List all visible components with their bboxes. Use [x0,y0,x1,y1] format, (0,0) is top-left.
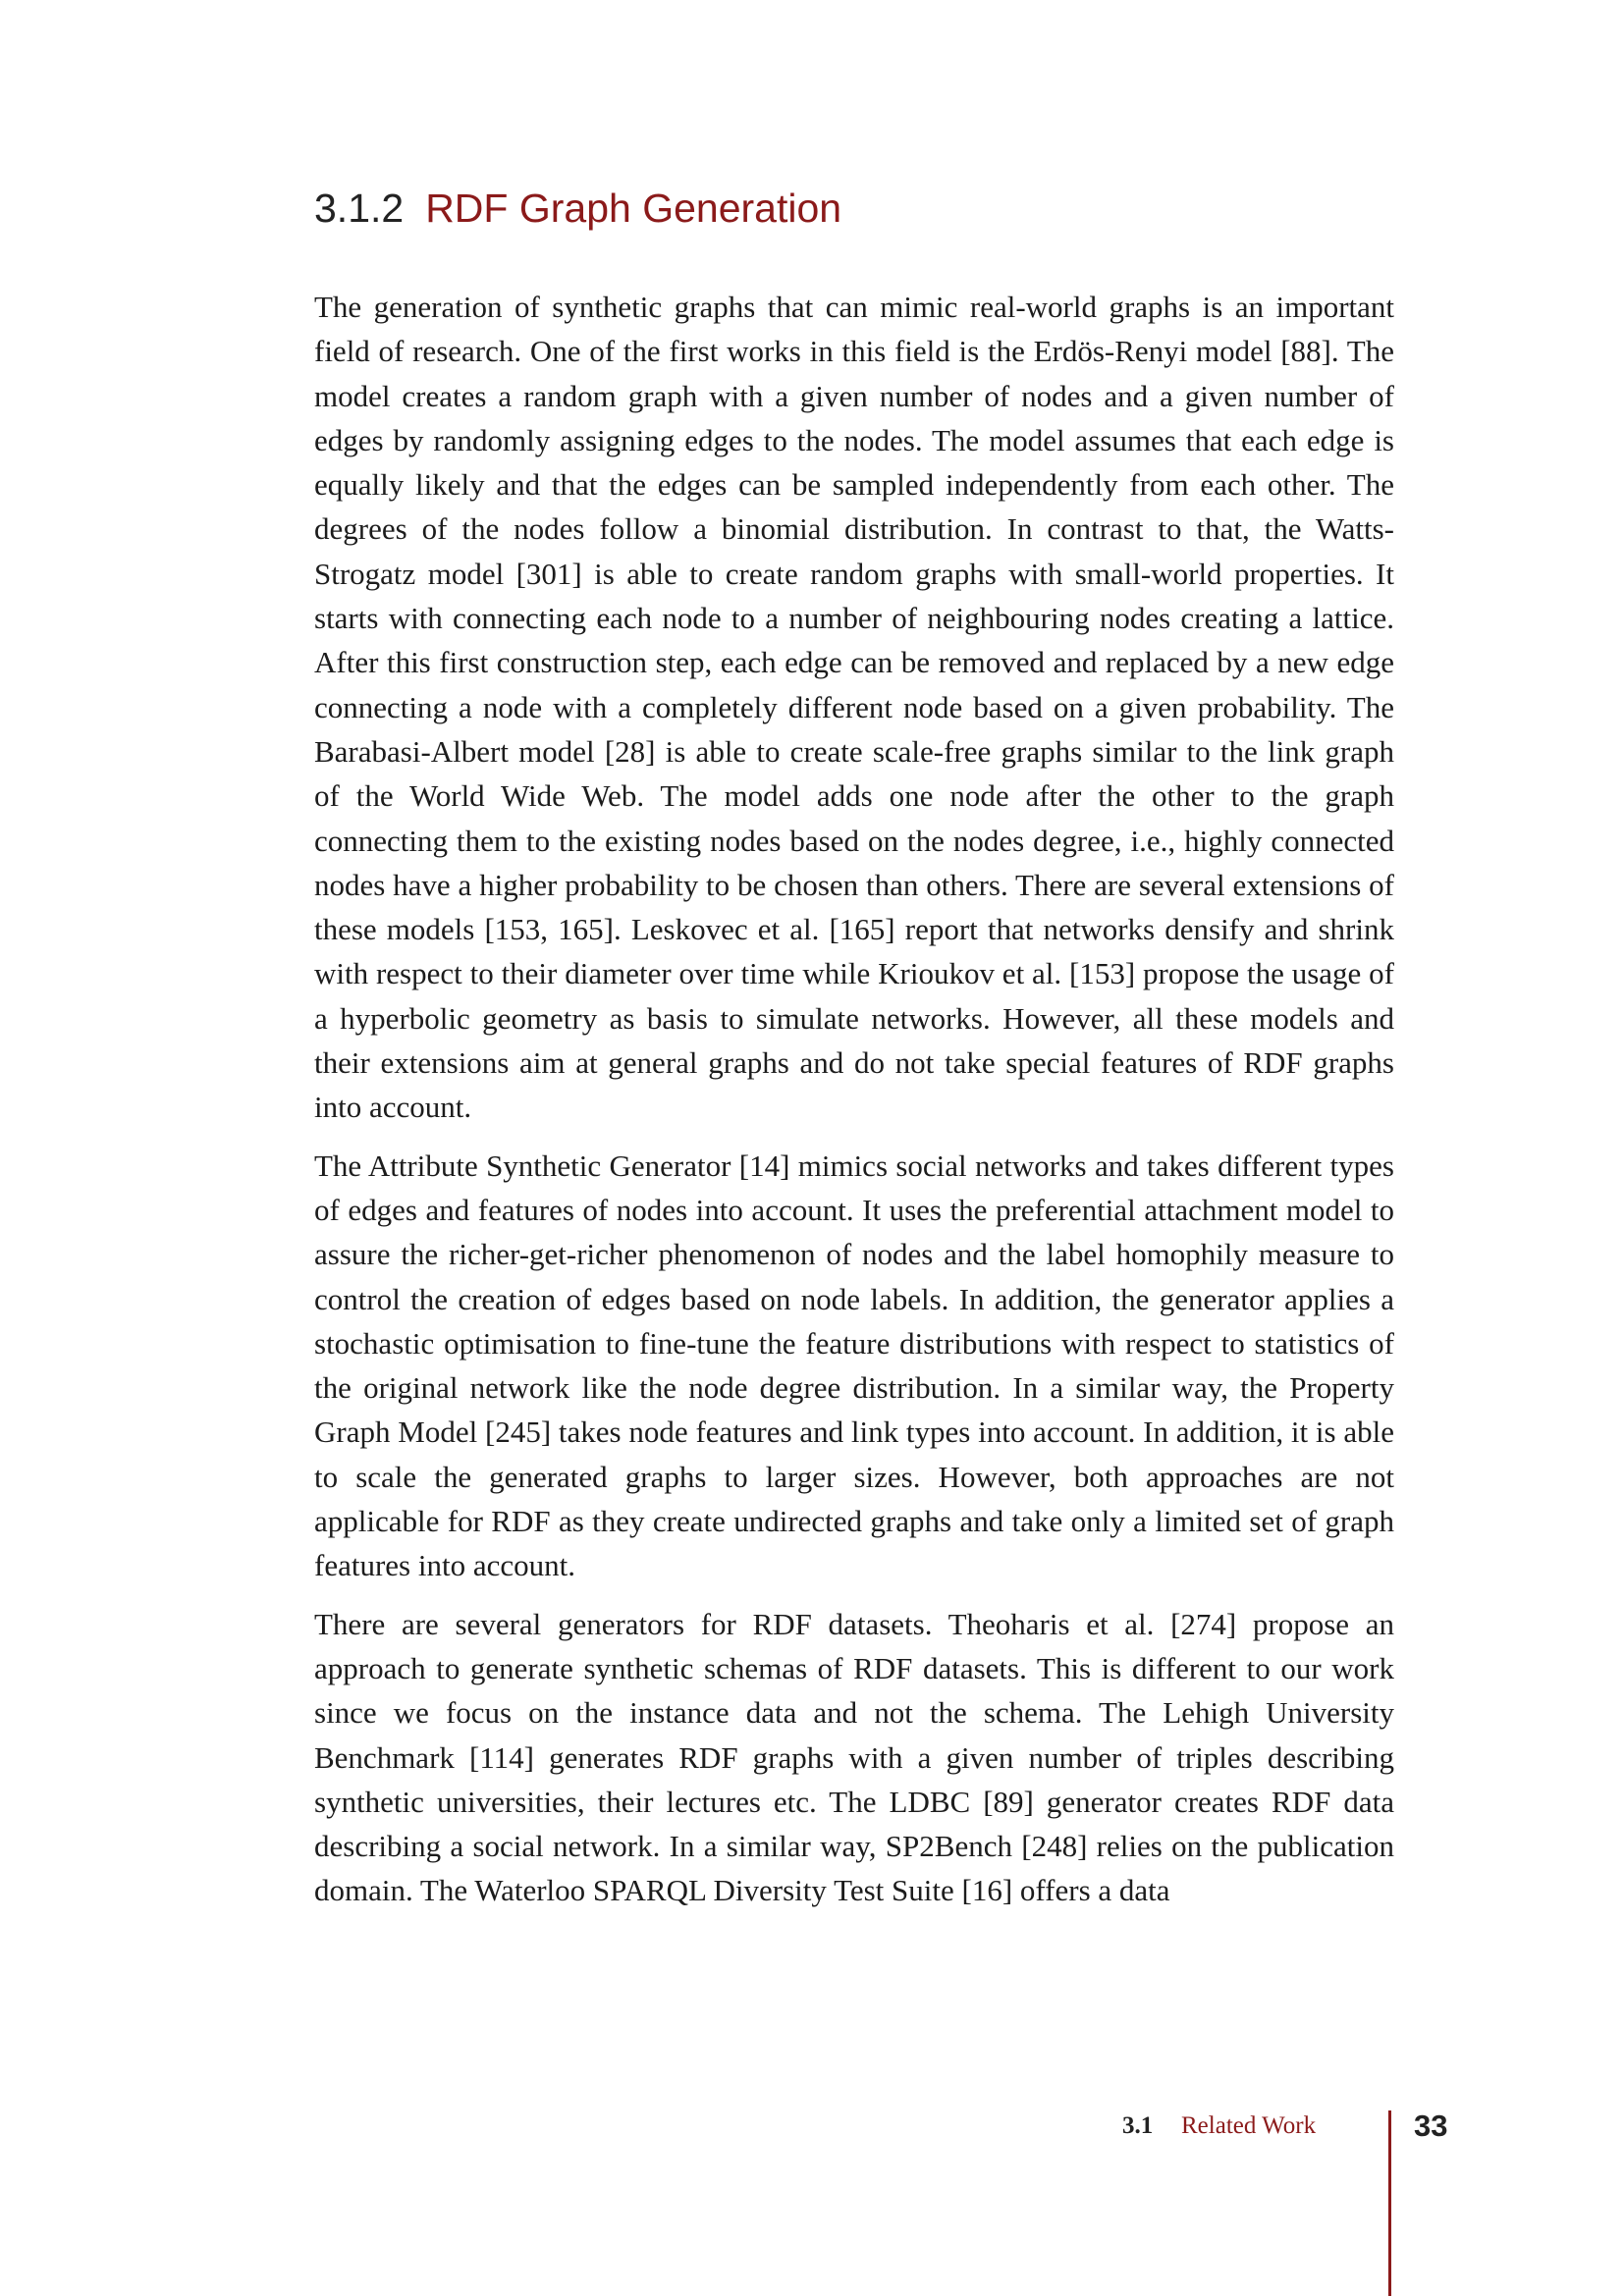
section-number: 3.1.2 [314,186,405,231]
section-heading [314,183,841,234]
page-number: 33 [1414,2109,1448,2143]
footer-section-title: Related Work [1181,2112,1317,2139]
body-text [314,285,1394,1927]
paragraph-attribute-generators: The Attribute Synthetic Generator [14] mimics social networks and takes different types of edges and features of nodes into account. It uses the preferential attachment model to assure the richer-get-richer phenomenon of nodes and the label homophily measure to control the creation of edges based on node labels. In addition, the generator applies a stochastic optimisation to fine-tune the feature distributions with respect to statistics of the original network like the node degree distribution. In a similar way, the Property Graph Model [245] takes node features and link types into account. In addition, it is able to scale the generated graphs to larger sizes. However, both approaches are not applicable for RDF as they create undirected graphs and take only a limited set of graph features into account. [314,1148,1394,1583]
paragraph-graph-models: The generation of synthetic graphs that can mimic real-world graphs is an important field of research. One of the first works in this field is the Erdös-Renyi model [88]. The model creates a random graph with a given number of nodes and a given number of edges by randomly assigning edges to the nodes. The model assumes that each edge is equally likely and that the edges can be sampled independently from each other. The degrees of the nodes follow a binomial distribution. In contrast to that, the Watts-Strogatz model [301] is able to create random graphs with small-world properties. It starts with connecting each node to a number of neighbouring nodes creating a lattice. After this first construction step, each edge can be removed and replaced by a new edge connecting a node with a completely different node based on a given probability. The Barabasi-Albert model [28] is able to create scale-free graphs similar to the link graph of the World Wide Web. The model adds one node after the other to the graph connecting them to the existing nodes based on the nodes degree, i.e., highly connected nodes have a higher probability to be chosen than others. There are several extensions of these models [153, 165]. Leskovec et al. [165] report that networks densify and shrink with respect to their diameter over time while Krioukov et al. [153] propose the usage of a hyperbolic geometry as basis to simulate networks. However, all these models and their extensions aim at general graphs and do not take special features of RDF graphs into account. [314,290,1394,1125]
section-title: RDF Graph Generation [425,186,842,231]
footer-divider [1388,2110,1391,2296]
footer-section-number: 3.1 [1122,2112,1154,2139]
paragraph-rdf-generators: There are several generators for RDF datasets. Theoharis et al. [274] propose an approach to generate synthetic schemas of RDF datasets. This is different to our work since we focus on the instance data and not the schema. The Lehigh University Benchmark [114] generates RDF graphs with a given number of triples describing synthetic universities, their lectures etc. The LDBC [89] generator creates RDF data describing a social network. In a similar way, SP2Bench [248] relies on the publication domain. The Waterloo SPARQL Diversity Test Suite [16] offers a data [314,1606,1394,1908]
